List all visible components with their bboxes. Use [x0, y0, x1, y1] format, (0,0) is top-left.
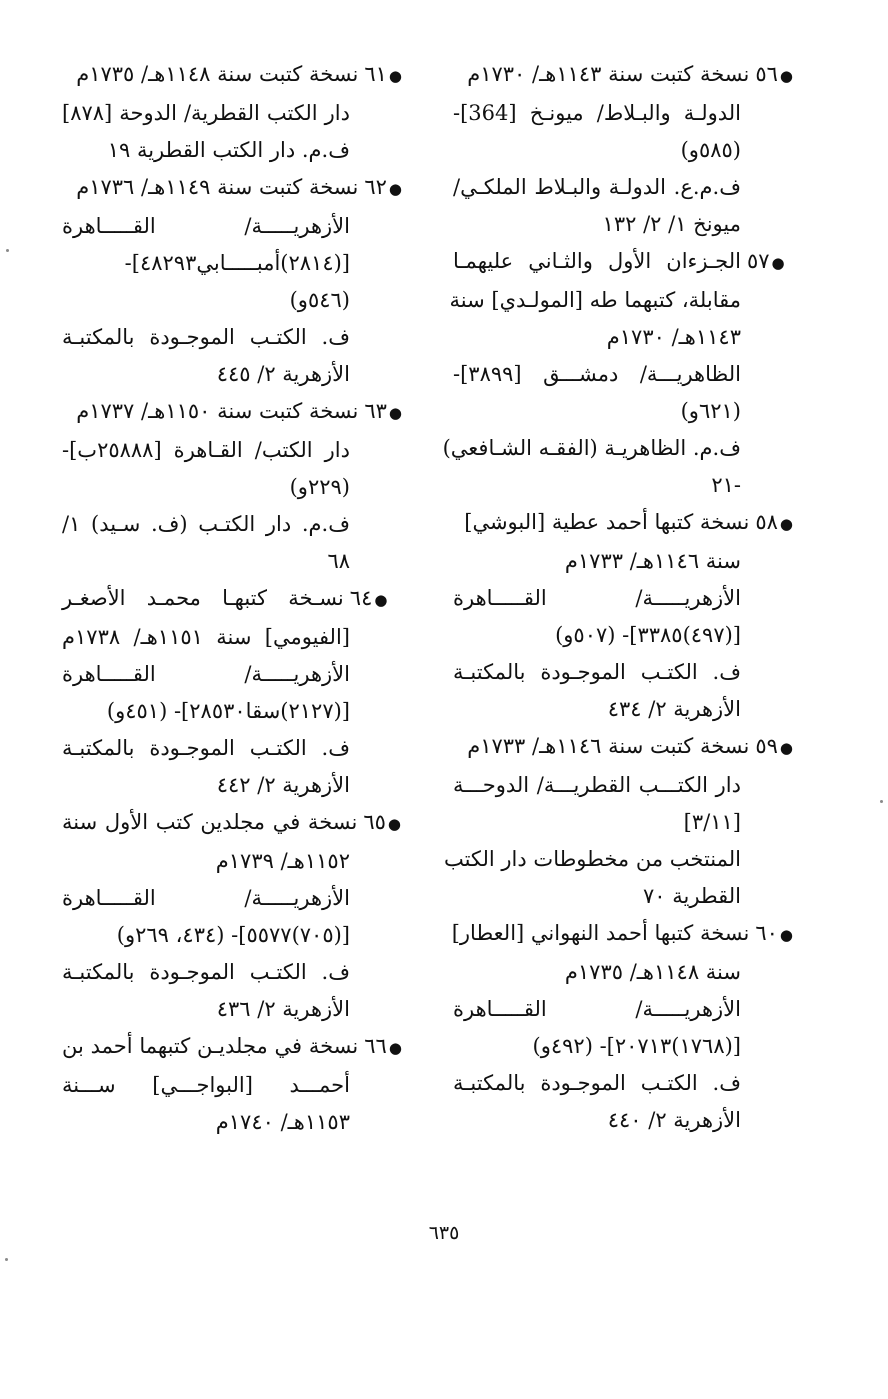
catalog-entry [62, 169, 402, 393]
bullet-icon: ● [388, 180, 402, 198]
entry-line: سنة ١١٤٦هـ/ ١٧٣٣م [564, 549, 741, 573]
entry-line: نسخة في مجلدين كتب الأول سنة [62, 810, 358, 834]
entry-line: نسخة كتبت سنة ١١٤٨هـ/ ١٧٣٥م [76, 62, 359, 86]
entry-line: ف. الكتـب الموجـودة بالمكتبـة [453, 1071, 741, 1095]
entry-line: [٣/١١] [683, 810, 741, 834]
catalog-entry [453, 504, 793, 728]
entry-line: نسخة كتبها أحمد عطية [البوشي] [464, 510, 750, 534]
entry-number: ٦٢ [364, 175, 387, 199]
entry-line: الأزهريـــــة/ القـــــاهرة [453, 586, 741, 610]
entry-line: (٥٤٦و) [289, 288, 350, 312]
catalog-entry [442, 243, 793, 504]
entry-line: ف.م.ع. الدولـة والبـلاط الملكـي/ [453, 175, 741, 199]
entry-number: ٦٠ [755, 921, 778, 945]
catalog-entry [62, 804, 402, 1028]
entry-line: [(١٧٦٨)٢٠٧١٣]- (٤٩٢و) [532, 1034, 741, 1058]
entry-line: دار الكتـــب القطريـــة/ الدوحـــة [453, 773, 741, 797]
catalog-entry [62, 580, 402, 804]
entry-line: (٦٢١و) [680, 399, 741, 423]
entry-line: الأزهريـــــة/ القـــــاهرة [62, 662, 350, 686]
entry-line: ١١٤٣هـ/ ١٧٣٠م [606, 325, 741, 349]
entry-line: نسخة كتبت سنة ١١٤٩هـ/ ١٧٣٦م [76, 175, 359, 199]
entry-line: ف.م. دار الكتب القطرية ١٩ [107, 138, 350, 162]
bullet-icon: ● [779, 926, 793, 944]
left-column [62, 56, 402, 1141]
entry-number: ٦١ [364, 62, 387, 86]
catalog-entry [443, 728, 793, 915]
bullet-icon: ● [779, 67, 793, 85]
page-number: ٦٣٥ [428, 1222, 460, 1244]
entry-line: القطرية ٧٠ [642, 884, 741, 908]
bullet-icon: ● [388, 1039, 402, 1057]
entry-line: الأزهرية ٢/ ٤٤٥ [216, 362, 350, 386]
entry-line: الأزهرية ٢/ ٤٤٠ [607, 1108, 741, 1132]
entry-line: الأزهرية ٢/ ٤٤٢ [216, 773, 350, 797]
entry-line: ف.م. دار الكتـب (ف. سـيد) ١/ [62, 512, 350, 536]
entry-line: الأزهريـــــة/ القـــــاهرة [62, 214, 350, 238]
entry-line: مقابلة، كتبهما طه [المولـدي] سنة [449, 288, 741, 312]
entry-line: (٥٨٥و) [680, 138, 741, 162]
entry-number: ٦٦ [364, 1034, 387, 1058]
entry-line: نسخة كتبها أحمد النهواني [العطار] [451, 921, 750, 945]
entry-line: الأزهريـــــة/ القـــــاهرة [62, 886, 350, 910]
right-column [442, 56, 793, 1139]
entry-line: -٢١ [711, 473, 741, 497]
entry-line: نسـخة كتبهـا محمـد الأصغـر [62, 586, 344, 610]
entry-number: ٥٦ [755, 62, 778, 86]
entry-line: نسخة في مجلديـن كتبهما أحمد بن [62, 1034, 359, 1058]
entry-line: الأزهرية ٢/ ٤٣٦ [216, 997, 350, 1021]
catalog-entry [62, 1028, 402, 1141]
catalog-entry [453, 915, 793, 1139]
catalog-entry [62, 393, 402, 580]
entry-line: أحمـــد [البواجـــي] ســـنة [62, 1073, 350, 1097]
bullet-icon: ● [374, 591, 403, 609]
entry-line: نسخة كتبت سنة ١١٤٦هـ/ ١٧٣٣م [467, 734, 750, 758]
bullet-icon: ● [387, 815, 403, 833]
entry-line: نسخة كتبت سنة ١١٥٠هـ/ ١٧٣٧م [76, 399, 359, 423]
entry-line: (٢٢٩و) [289, 475, 350, 499]
entry-line: دار الكتب القطرية/ الدوحة [٨٧٨] [62, 101, 350, 125]
entry-number: ٥٧ [746, 249, 770, 273]
catalog-entry [62, 56, 402, 169]
bullet-icon: ● [388, 404, 402, 422]
scan-speck [6, 249, 9, 252]
bullet-icon: ● [779, 515, 793, 533]
scan-speck [880, 800, 883, 803]
entry-line: [(٤٩٧)٣٣٨٥]- (٥٠٧و) [555, 623, 741, 647]
entry-line: الجـزءان الأول والثـاني عليهمـا [453, 249, 741, 273]
entry-line: ميونخ ١/ ٢/ ١٣٢ [602, 212, 741, 236]
entry-line: الأزهريـــــة/ القـــــاهرة [453, 997, 741, 1021]
entry-number: ٦٥ [363, 810, 386, 834]
entry-line: ١١٥٣هـ/ ١٧٤٠م [215, 1110, 350, 1134]
entry-line: [الفيومي] سنة ١١٥١هـ/ ١٧٣٨م [62, 625, 350, 649]
entry-line: الدولـة والبـلاط/ ميونـخ [364]- [453, 101, 741, 125]
entry-line: الظاهريـــة/ دمشـــق [٣٨٩٩]- [453, 362, 741, 386]
scan-speck [5, 1258, 8, 1261]
bullet-icon: ● [771, 254, 793, 272]
bullet-icon: ● [779, 739, 793, 757]
entry-number: ٥٨ [755, 510, 778, 534]
entry-line: ١١٥٢هـ/ ١٧٣٩م [215, 849, 350, 873]
entry-line: ٦٨ [327, 549, 350, 573]
entry-number: ٦٣ [364, 399, 387, 423]
entry-line: دار الكتب/ القـاهرة [٢٥٨٨٨ب]- [62, 438, 350, 462]
entry-line: ف. الكتـب الموجـودة بالمكتبـة [62, 960, 350, 984]
entry-line: [(٢١٢٧)سقا٢٨٥٣٠]- (٤٥١و) [106, 699, 350, 723]
entry-line: ف.م. الظاهريـة (الفقـه الشـافعي) [442, 436, 741, 460]
entry-line: سنة ١١٤٨هـ/ ١٧٣٥م [564, 960, 741, 984]
entry-line: الأزهرية ٢/ ٤٣٤ [607, 697, 741, 721]
entry-line: ف. الكتـب الموجـودة بالمكتبـة [62, 736, 350, 760]
catalog-entry [453, 56, 793, 243]
entry-number: ٦٤ [349, 586, 373, 610]
entry-line: ف. الكتـب الموجـودة بالمكتبـة [453, 660, 741, 684]
entry-line: [(٧٠٥)٥٥٧٧]- (٤٣٤، ٢٦٩و) [116, 923, 350, 947]
entry-line: [(٢٨١٤)أمبـــــابي٤٨٢٩٣]- [124, 251, 350, 275]
entry-line: المنتخب من مخطوطات دار الكتب [443, 847, 741, 871]
entry-number: ٥٩ [755, 734, 778, 758]
entry-line: ف. الكتـب الموجـودة بالمكتبـة [62, 325, 350, 349]
entry-line: نسخة كتبت سنة ١١٤٣هـ/ ١٧٣٠م [467, 62, 750, 86]
bullet-icon: ● [388, 67, 402, 85]
